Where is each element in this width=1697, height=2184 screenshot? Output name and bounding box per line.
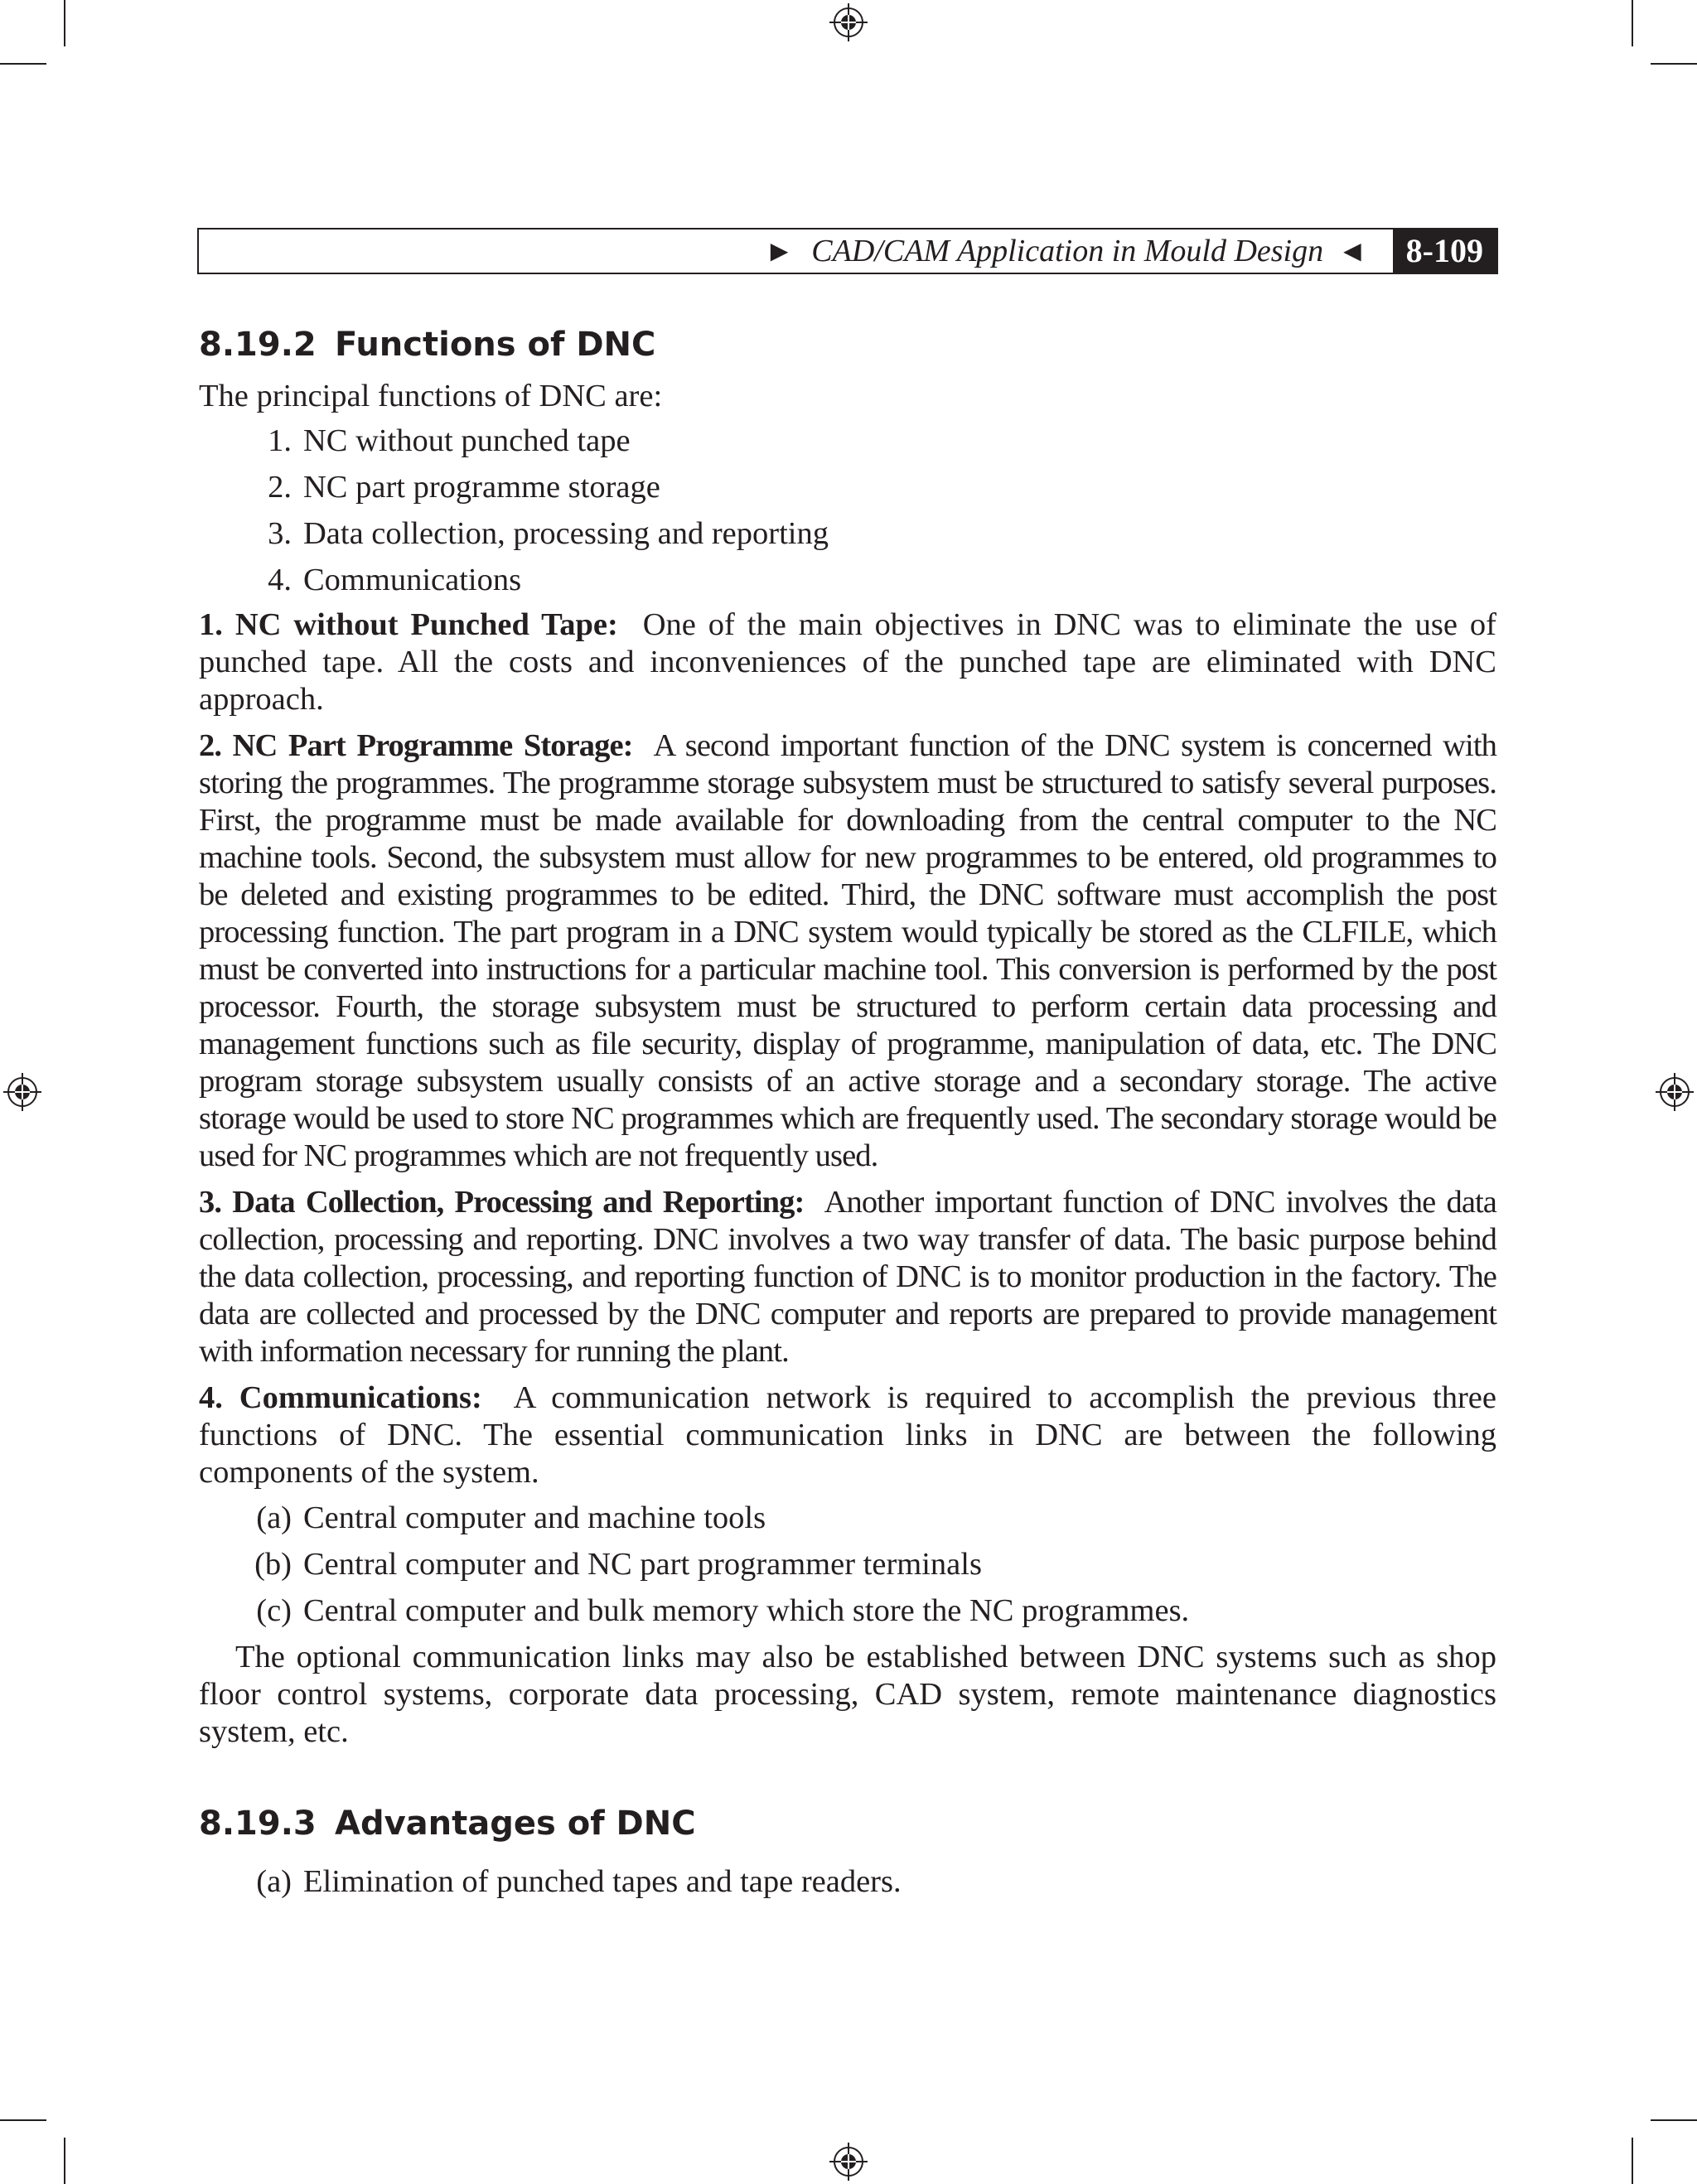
paragraph-communications bbox=[199, 1379, 1496, 1491]
paragraph-programme-storage bbox=[199, 727, 1496, 1175]
functions-list bbox=[199, 418, 1496, 603]
advantages-list bbox=[199, 1858, 1496, 1905]
crop-mark-icon bbox=[1632, 0, 1633, 46]
crop-mark-icon bbox=[0, 2119, 46, 2121]
list-item bbox=[199, 418, 1496, 464]
paragraph-text: A communication network is required to accomplish the previous three functions of DNC. The essential communication links in DNC are between the following components of the system. bbox=[199, 1380, 1496, 1490]
crop-mark-icon bbox=[1651, 2119, 1697, 2121]
running-header bbox=[197, 228, 1498, 274]
paragraph-text: A second important function of the DNC system is concerned with storing the programmes. The programme storage subsystem must be structured to satisfy several purposes. First, the programme must be made available for downloading from the central computer to the NC machine tools. Second, the subsystem must allow for new programmes to be entered, old programmes to be deleted and existing programmes to be edited. Third, the DNC software must accomplish the post processing function. The part program in a DNC system would typically be stored as the CLFILE, which must be converted into instructions for a particular machine tool. This conversion is performed by the post processor. Fourth, the storage subsystem must be structured to perform certain data processing and management functions such as file security, display of programme, manipulation of data, etc. The DNC program storage subsystem usually consists of an active storage and a secondary storage. The active storage would be used to store NC programmes which are frequently used. The secondary storage would be used for NC programmes which are not frequently used. bbox=[199, 728, 1496, 1173]
list-marker: (b) bbox=[254, 1546, 292, 1582]
left-triangle-icon: ◀ bbox=[1343, 237, 1361, 264]
crop-mark-icon bbox=[64, 2138, 65, 2184]
closing-paragraph: The optional communication links may also be established between DNC systems such as shop floor control systems, corporate data processing, CAD system, remote maintenance diagnostics system, etc. bbox=[199, 1640, 1496, 1749]
crop-mark-icon bbox=[64, 0, 65, 46]
list-item-text: Central computer and NC part programmer terminals bbox=[303, 1546, 982, 1582]
section-number: 8.19.3 bbox=[199, 1805, 317, 1843]
section-title: Functions of DNC bbox=[335, 326, 656, 364]
list-item-text: Elimination of punched tapes and tape readers. bbox=[303, 1863, 902, 1899]
list-marker: 3. bbox=[268, 515, 292, 551]
running-header-content bbox=[771, 230, 1496, 273]
right-triangle-icon: ▶ bbox=[770, 237, 789, 264]
list-item bbox=[199, 510, 1496, 557]
registration-mark-icon bbox=[3, 1073, 41, 1111]
list-item-text: Data collection, processing and reporting bbox=[303, 515, 829, 551]
registration-mark-icon bbox=[1656, 1073, 1694, 1111]
running-header-title: CAD/CAM Application in Mould Design bbox=[811, 234, 1324, 268]
list-marker: (a) bbox=[256, 1500, 292, 1535]
list-item bbox=[199, 557, 1496, 603]
list-marker: (a) bbox=[256, 1863, 292, 1899]
registration-mark-icon bbox=[829, 2143, 868, 2181]
paragraph-text: Another important function of DNC involves the data collection, processing and reporting. DNC involves a two way transfer of data. The basic purpose behind the data collection, processing, and reporting function of DNC is to monitor production in the factory. The data are collected and processed by the DNC computer and reports are prepared to provide management with information necessary for running the plant. bbox=[199, 1185, 1496, 1369]
list-item bbox=[199, 464, 1496, 510]
crop-mark-icon bbox=[0, 63, 46, 65]
list-item-text: Communications bbox=[303, 562, 522, 597]
list-item bbox=[199, 1541, 1496, 1587]
section-number: 8.19.2 bbox=[199, 326, 317, 364]
paragraph-lead: 4. Communications: bbox=[199, 1380, 482, 1415]
paragraph-lead: 1. NC without Punched Tape: bbox=[199, 607, 618, 642]
section-heading-advantages bbox=[199, 1800, 1496, 1847]
list-marker: 1. bbox=[268, 423, 292, 458]
list-item-text: NC part programme storage bbox=[303, 469, 660, 505]
paragraph-nc-without-tape bbox=[199, 606, 1496, 718]
paragraph-lead: 2. NC Part Programme Storage: bbox=[199, 728, 633, 763]
section-heading-functions bbox=[199, 321, 1496, 368]
list-marker: (c) bbox=[256, 1592, 292, 1628]
list-item-text: NC without punched tape bbox=[303, 423, 631, 458]
list-item bbox=[199, 1858, 1496, 1905]
communication-links-list bbox=[199, 1495, 1496, 1634]
list-item bbox=[199, 1495, 1496, 1541]
registration-mark-icon bbox=[829, 3, 868, 41]
page-body bbox=[199, 321, 1496, 1905]
list-marker: 2. bbox=[268, 469, 292, 505]
paragraph-data-collection bbox=[199, 1184, 1496, 1370]
paragraph-text: One of the main objectives in DNC was to eliminate the use of punched tape. All the costs and inconveniences of the punched tape are eliminated with DNC approach. bbox=[199, 607, 1497, 717]
crop-mark-icon bbox=[1651, 63, 1697, 65]
intro-sentence: The principal functions of DNC are: bbox=[199, 379, 663, 413]
page-number: 8-109 bbox=[1393, 230, 1496, 273]
crop-mark-icon bbox=[1632, 2138, 1633, 2184]
list-marker: 4. bbox=[268, 562, 292, 597]
paragraph-lead: 3. Data Collection, Processing and Reporting: bbox=[199, 1185, 805, 1220]
list-item bbox=[199, 1587, 1496, 1634]
list-item-text: Central computer and bulk memory which store the NC programmes. bbox=[303, 1592, 1190, 1628]
list-item-text: Central computer and machine tools bbox=[303, 1500, 766, 1535]
section-title: Advantages of DNC bbox=[335, 1805, 696, 1843]
